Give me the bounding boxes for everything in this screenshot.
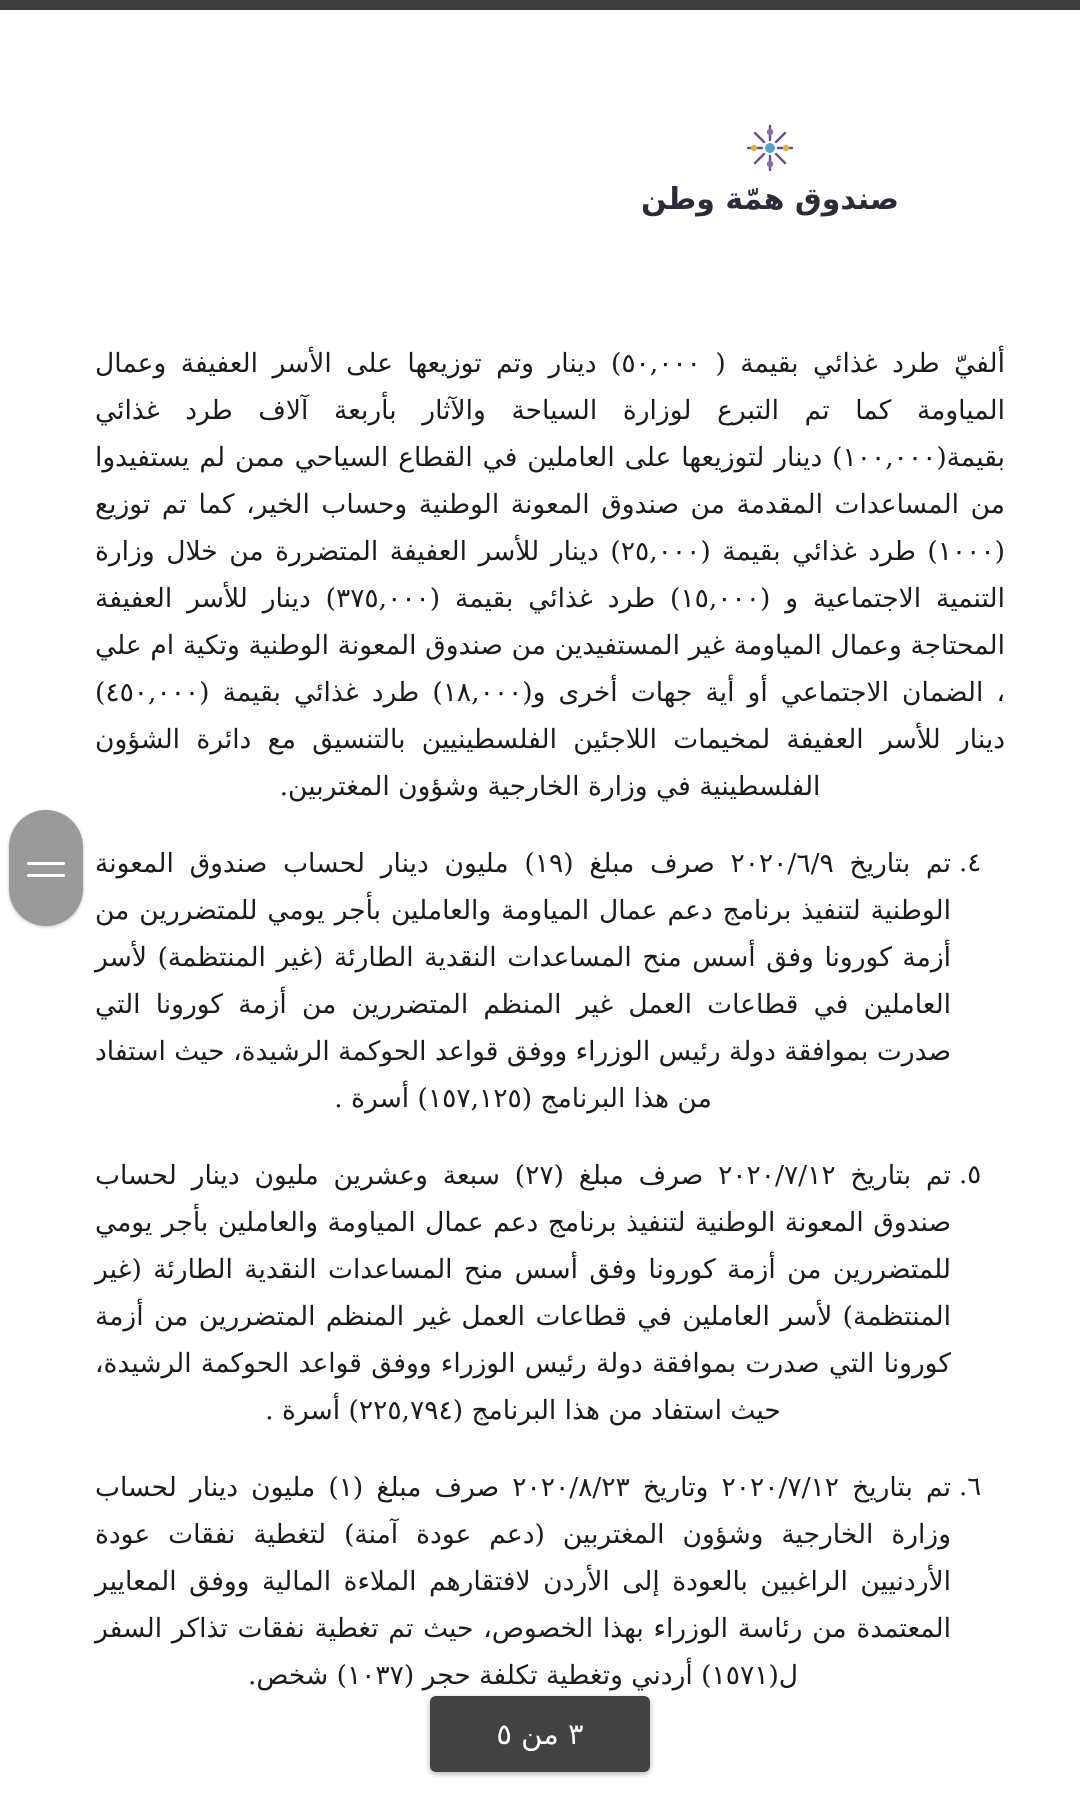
list-item-text: تم بتاريخ ٢٠٢٠/٧/١٢ صرف مبلغ (٢٧) سبعة وعشرين مليون دينار لحساب صندوق المعونة الوطنية لتنفيذ برنامج دعم عمال المياومة والعاملين بأجر يومي للمتضررين من أزمة كورونا وفق أسس منح المساعدات النقدية الطارئة (غير المنتظمة) لأسر العاملين في قطاعات العمل غير المنظم المتضررين من أزمة كورونا التي صدرت بموافقة دولة رئيس الوزراء ووفق قواعد الحوكمة الرشيدة، حيث استفاد من هذا البرنامج (٢٢٥,٧٩٤) أسرة . bbox=[95, 1160, 951, 1426]
list-item-text: تم بتاريخ ٢٠٢٠/٦/٩ صرف مبلغ (١٩) مليون دينار لحساب صندوق المعونة الوطنية لتنفيذ برنامج دعم عمال المياومة والعاملين بأجر يومي للمتضررين من أزمة كورونا وفق أسس منح المساعدات النقدية الطارئة (غير المنتظمة) لأسر العاملين في قطاعات العمل غير المنظم المتضررين من أزمة كورونا التي صدرت بموافقة دولة رئيس الوزراء ووفق قواعد الحوكمة الرشيدة، حيث استفاد من هذا البرنامج (١٥٧,١٢٥) أسرة . bbox=[95, 848, 951, 1114]
list-item-marker: ٦. bbox=[959, 1472, 982, 1502]
drag-handle-icon bbox=[27, 874, 65, 877]
page-indicator: ٣ من ٥ bbox=[430, 1696, 650, 1772]
window-top-bar bbox=[0, 0, 1080, 10]
list-item-marker: ٥. bbox=[959, 1160, 982, 1190]
star-flower-logo-icon bbox=[742, 120, 798, 176]
drag-handle-icon bbox=[27, 862, 65, 865]
scroll-thumb-handle[interactable] bbox=[9, 810, 83, 926]
logo-wordmark: صندوق همّة وطن bbox=[641, 182, 899, 217]
list-item bbox=[95, 1464, 1005, 1699]
list-item bbox=[95, 1152, 1005, 1434]
document-body bbox=[0, 340, 1080, 1729]
paragraph-continued: ألفيّ طرد غذائي بقيمة ( ٥٠,٠٠٠) دينار وتم توزيعها على الأسر العفيفة وعمال المياومة كما تم التبرع لوزارة السياحة والآثار بأربعة آلاف طرد غذائي بقيمة(١٠٠,٠٠٠) دينار لتوزيعها على العاملين في القطاع السياحي ممن لم يستفيدوا من المساعدات المقدمة من صندوق المعونة الوطنية وحساب الخير، كما تم توزيع (١٠٠٠) طرد غذائي بقيمة (٢٥,٠٠٠) دينار للأسر العفيفة المتضررة من خلال وزارة التنمية الاجتماعية و (١٥,٠٠٠) طرد غذائي بقيمة (٣٧٥,٠٠٠) دينار للأسر العفيفة المحتاجة وعمال المياومة غير المستفيدين من صندوق المعونة الوطنية وتكية ام علي ، الضمان الاجتماعي أو أية جهات أخرى و(١٨,٠٠٠) طرد غذائي بقيمة (٤٥٠,٠٠٠) دينار للأسر العفيفة لمخيمات اللاجئين الفلسطينيين بالتنسيق مع دائرة الشؤون الفلسطينية في وزارة الخارجية وشؤون المغتربين. bbox=[95, 348, 1005, 802]
list-item-marker: ٤. bbox=[959, 848, 982, 878]
list-item-text: تم بتاريخ ٢٠٢٠/٧/١٢ وتاريخ ٢٠٢٠/٨/٢٣ صرف مبلغ (١) مليون دينار لحساب وزارة الخارجية وشؤون المغتربين (دعم عودة آمنة) لتغطية نفقات عودة الأردنيين الراغبين بالعودة إلى الأردن لافتقارهم الملاءة المالية ووفق المعايير المعتمدة من رئاسة الوزراء بهذا الخصوص، حيث تم تغطية نفقات تذاكر السفر ل(١٥٧١) أردني وتغطية تكلفة حجر (١٠٣٧) شخص. bbox=[95, 1472, 951, 1691]
document-page bbox=[0, 10, 1080, 1807]
list-item bbox=[95, 840, 1005, 1122]
document-logo bbox=[560, 120, 980, 217]
